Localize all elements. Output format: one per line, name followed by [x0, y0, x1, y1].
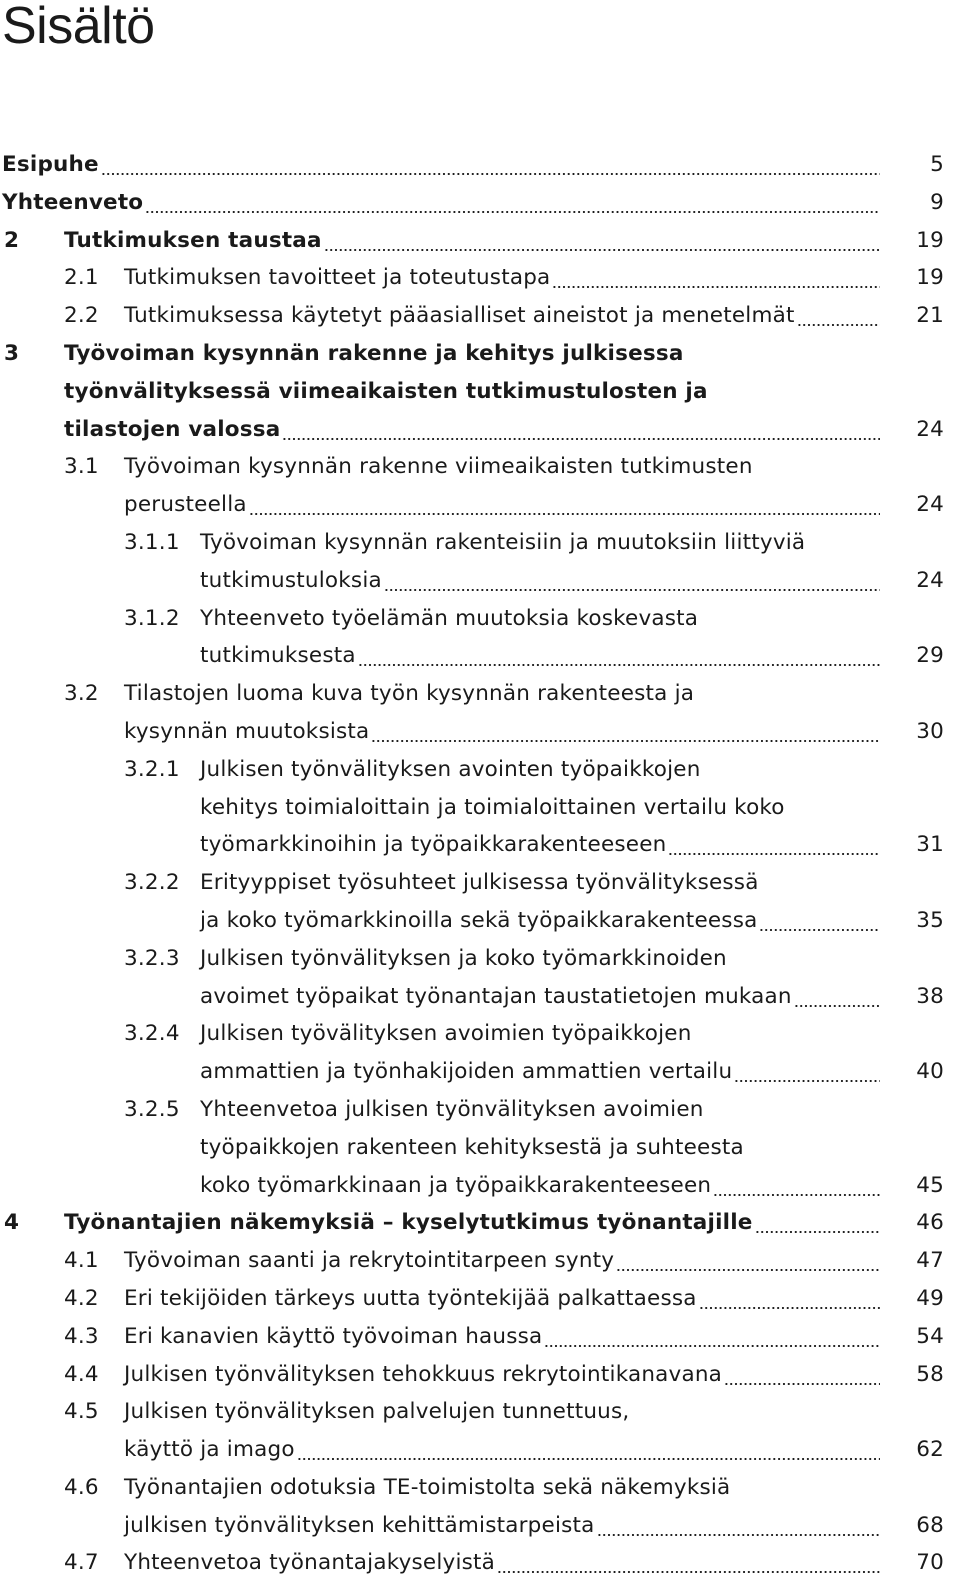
dot-leader — [297, 1431, 880, 1469]
toc-entry-page-number: 24 — [916, 416, 944, 442]
page-title: Sisältö — [2, 0, 155, 55]
toc-entry-title-line: ja koko työmarkkinoilla sekä työpaikkarakenteessa — [200, 902, 757, 940]
toc-entry-title-line: tilastojen valossa — [64, 411, 280, 449]
dot-leader — [552, 259, 880, 297]
toc-entry-page-number: 46 — [916, 1210, 944, 1236]
toc-entry-title-line: Työnantajien näkemyksiä – kyselytutkimus työnantajille — [64, 1204, 753, 1242]
toc-entry-number: 4.2 — [64, 1285, 99, 1311]
toc-entry-page-number: 40 — [916, 1059, 944, 1085]
toc-entry[interactable] — [0, 1280, 960, 1318]
toc-entry-number: 3.2.1 — [124, 756, 180, 782]
toc-entry-title-line: Julkisen työnvälityksen avointen työpaikkojen — [200, 756, 701, 782]
toc-entry-page-number: 45 — [916, 1172, 944, 1198]
toc-entry-number: 4.7 — [64, 1550, 99, 1576]
toc-entry-page-number: 19 — [916, 265, 944, 291]
toc-entry-title-line: ammattien ja työnhakijoiden ammattien vertailu — [200, 1053, 732, 1091]
toc-entry-title-line: työmarkkinoihin ja työpaikkarakenteeseen — [200, 826, 666, 864]
toc-entry[interactable] — [0, 1544, 960, 1582]
dot-leader — [358, 637, 880, 675]
toc-entry-page-number: 49 — [916, 1285, 944, 1311]
toc-entry-page-number: 19 — [916, 227, 944, 253]
toc-entry-page-number: 31 — [916, 832, 944, 858]
dot-leader — [724, 1356, 880, 1394]
toc-entry-title-line: Erityyppiset työsuhteet julkisessa työnvälityksessä — [200, 870, 759, 896]
toc-entry[interactable] — [0, 1469, 960, 1545]
toc-entry-title-line: Julkisen työnvälityksen tehokkuus rekrytointikanavana — [124, 1356, 722, 1394]
toc-entry-number: 3.2.4 — [124, 1021, 180, 1047]
toc-entry[interactable] — [0, 1356, 960, 1394]
toc-entry-number: 3.2.3 — [124, 945, 180, 971]
toc-entry-title-line: koko työmarkkinaan ja työpaikkarakenteeseen — [200, 1167, 711, 1205]
toc-entry-title-line: perusteella — [124, 486, 247, 524]
dot-leader — [794, 978, 880, 1016]
toc-entry-page-number: 38 — [916, 983, 944, 1009]
toc-entry[interactable] — [0, 940, 960, 1016]
dot-leader — [371, 713, 880, 751]
toc-entry-page-number: 58 — [916, 1361, 944, 1387]
toc-entry-title-line: Tutkimuksen taustaa — [64, 222, 322, 260]
toc-entry-page-number: 30 — [916, 718, 944, 744]
toc-entry-title-line: Julkisen työnvälityksen palvelujen tunnettuus, — [124, 1399, 630, 1425]
toc-entry-number: 4.3 — [64, 1323, 99, 1349]
toc-entry-page-number: 68 — [916, 1512, 944, 1538]
dot-leader — [282, 411, 880, 449]
toc-entry[interactable] — [0, 184, 960, 222]
toc-entry-title-line: tutkimustuloksia — [200, 562, 382, 600]
toc-entry-number: 2.2 — [64, 303, 99, 329]
toc-entry-number: 4.5 — [64, 1399, 99, 1425]
toc-entry-title-line: Työvoiman saanti ja rekrytointitarpeen synty — [124, 1242, 614, 1280]
toc-entry-title-line: Tutkimuksen tavoitteet ja toteutustapa — [124, 259, 550, 297]
toc-entry-page-number: 21 — [916, 303, 944, 329]
toc-entry-number: 2 — [4, 227, 20, 253]
toc-entry-title-line: Työvoiman kysynnän rakenteisiin ja muutoksiin liittyviä — [200, 529, 806, 555]
toc-entry-page-number: 54 — [916, 1323, 944, 1349]
toc-entry-page-number: 24 — [916, 492, 944, 518]
dot-leader — [101, 146, 880, 184]
dot-leader — [755, 1204, 880, 1242]
toc-entry-number: 4 — [4, 1210, 20, 1236]
toc-entry-title-line: käyttö ja imago — [124, 1431, 295, 1469]
toc-entry-title-line: työnvälityksessä viimeaikaisten tutkimustulosten ja — [64, 378, 708, 404]
toc-entry-title-line: Yhteenveto — [2, 184, 143, 222]
toc-entry-title-line: kehitys toimialoittain ja toimialoittainen vertailu koko — [200, 794, 785, 820]
dot-leader — [249, 486, 880, 524]
toc-entry-page-number: 70 — [916, 1550, 944, 1576]
toc-entry[interactable] — [0, 259, 960, 297]
toc-entry[interactable] — [0, 335, 960, 448]
toc-entry[interactable] — [0, 448, 960, 524]
dot-leader — [497, 1544, 880, 1582]
toc-entry-title-line: tutkimuksesta — [200, 637, 356, 675]
dot-leader — [597, 1507, 880, 1545]
toc-entry-page-number: 9 — [930, 189, 944, 215]
toc-entry[interactable] — [0, 1393, 960, 1469]
toc-entry-title-line: Tilastojen luoma kuva työn kysynnän rakenteesta ja — [124, 681, 695, 707]
toc-entry-number: 4.6 — [64, 1474, 99, 1500]
toc-entry-title-line: Julkisen työvälityksen avoimien työpaikkojen — [200, 1021, 692, 1047]
toc-entry-title-line: Tutkimuksessa käytetyt pääasialliset aineistot ja menetelmät — [124, 297, 795, 335]
toc-entry-page-number: 29 — [916, 643, 944, 669]
toc-entry-page-number: 35 — [916, 907, 944, 933]
toc-entry[interactable] — [0, 524, 960, 600]
toc-entry-title-line: Esipuhe — [2, 146, 99, 184]
toc-entry-title-line: Työvoiman kysynnän rakenne viimeaikaisten tutkimusten — [124, 454, 753, 480]
toc-entry-number: 4.1 — [64, 1248, 99, 1274]
dot-leader — [324, 222, 880, 260]
toc-entry[interactable] — [0, 751, 960, 864]
toc-entry-page-number: 24 — [916, 567, 944, 593]
toc-entry-title-line: Työnantajien odotuksia TE-toimistolta sekä näkemyksiä — [124, 1474, 731, 1500]
toc-entry[interactable] — [0, 1318, 960, 1356]
toc-entry-title-line: Eri tekijöiden tärkeys uutta työntekijää palkattaessa — [124, 1280, 697, 1318]
toc-entry-title-line: Julkisen työnvälityksen ja koko työmarkkinoiden — [200, 945, 727, 971]
toc-entry-page-number: 5 — [930, 152, 944, 177]
toc-entry[interactable] — [0, 675, 960, 751]
toc-entry-number: 3.1.2 — [124, 605, 180, 631]
toc-entry-title-line: Yhteenvetoa julkisen työnvälityksen avoimien — [200, 1096, 704, 1122]
dot-leader — [616, 1242, 880, 1280]
dot-leader — [145, 184, 880, 222]
table-of-contents — [0, 146, 960, 1582]
toc-entry[interactable] — [0, 600, 960, 676]
toc-entry[interactable] — [0, 1242, 960, 1280]
dot-leader — [668, 826, 880, 864]
toc-entry[interactable] — [0, 297, 960, 335]
toc-entry-number: 3.2 — [64, 681, 99, 707]
toc-entry-number: 2.1 — [64, 265, 99, 291]
toc-entry[interactable] — [0, 146, 960, 184]
dot-leader — [759, 902, 880, 940]
toc-entry[interactable] — [0, 1204, 960, 1242]
toc-entry-number: 3.2.5 — [124, 1096, 180, 1122]
toc-entry-title-line: Eri kanavien käyttö työvoiman haussa — [124, 1318, 542, 1356]
toc-entry-page-number: 62 — [916, 1437, 944, 1463]
toc-entry-title-line: työpaikkojen rakenteen kehityksestä ja suhteesta — [200, 1134, 744, 1160]
toc-entry-page-number: 47 — [916, 1248, 944, 1274]
toc-entry-title-line: avoimet työpaikat työnantajan taustatietojen mukaan — [200, 978, 792, 1016]
toc-entry-title-line: Yhteenvetoa työnantajakyselyistä — [124, 1544, 495, 1582]
dot-leader — [384, 562, 880, 600]
toc-entry[interactable] — [0, 222, 960, 260]
dot-leader — [797, 297, 880, 335]
toc-entry-title-line: julkisen työnvälityksen kehittämistarpeista — [124, 1507, 595, 1545]
dot-leader — [713, 1167, 880, 1205]
toc-entry-number: 3.1 — [64, 454, 99, 480]
dot-leader — [699, 1280, 880, 1318]
toc-entry-number: 4.4 — [64, 1361, 99, 1387]
toc-entry[interactable] — [0, 1015, 960, 1091]
toc-entry-number: 3.1.1 — [124, 529, 180, 555]
toc-entry-title-line: Yhteenveto työelämän muutoksia koskevasta — [200, 605, 699, 631]
dot-leader — [544, 1318, 880, 1356]
toc-entry-title-line: Työvoiman kysynnän rakenne ja kehitys julkisessa — [64, 340, 684, 366]
toc-entry[interactable] — [0, 1091, 960, 1204]
toc-entry-number: 3.2.2 — [124, 870, 180, 896]
dot-leader — [734, 1053, 880, 1091]
toc-entry-title-line: kysynnän muutoksista — [124, 713, 369, 751]
toc-entry[interactable] — [0, 864, 960, 940]
toc-entry-number: 3 — [4, 340, 20, 366]
